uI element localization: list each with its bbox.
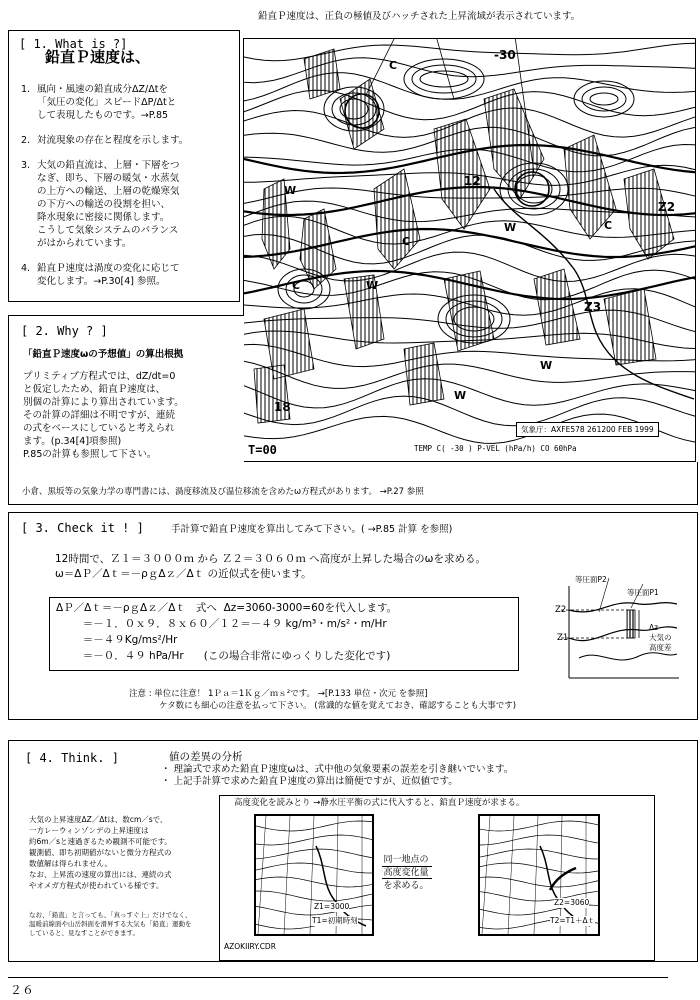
item-number: 3. xyxy=(21,160,31,171)
center-rule xyxy=(382,866,432,867)
height-change-figure xyxy=(219,795,655,961)
map-label: C xyxy=(604,219,613,232)
section-think-bullet-1: ・ 理論式で求めた鉛直Ｐ速度ωは、式中他の気象要素の誤差を引き継いでいます。 xyxy=(161,764,514,775)
think-left-line: 大気の上昇速度ΔZ／Δtは、数cm／sで、 xyxy=(29,815,168,824)
map-label: C xyxy=(292,279,301,292)
mini-contour xyxy=(256,891,372,901)
item-line: の上方への輸送、上層の乾燥寒気 xyxy=(37,186,180,197)
map-label: 18 xyxy=(274,400,291,414)
section-check-lead: 手計算で鉛直Ｐ速度を算出してみて下さい。( →P.85 計算 を参照) xyxy=(171,524,453,535)
contour-loop xyxy=(420,71,468,87)
mini-meridian xyxy=(482,816,490,934)
map1-label-z1: Z1=3000 xyxy=(314,902,350,911)
map-label: C xyxy=(389,59,398,72)
footer-rule xyxy=(8,977,668,978)
think-left-line: 一方レーウィンゾンデの上昇速度は xyxy=(29,826,149,835)
map-label: W xyxy=(284,184,297,197)
map1-label-time: T1=初期時刻 xyxy=(312,916,358,925)
formula-line: ΔＰ／Δｔ＝－ρｇΔｚ／Δｔ 式へ Δz=3060-3000=60を代入します。 xyxy=(56,602,398,614)
mini-meridian xyxy=(534,816,538,934)
mini-meridian xyxy=(508,816,514,934)
hatched-region xyxy=(404,343,444,405)
hatched-region xyxy=(604,289,656,365)
section-what-is-header: [ 1. What is ?] xyxy=(19,37,128,51)
item-line: 対流現象の存在と程度を示します。 xyxy=(37,135,189,146)
map-label: C xyxy=(402,235,411,248)
mini-contour xyxy=(480,821,598,831)
mini-contour xyxy=(256,835,372,845)
item-line: 風向・風速の鉛直成分ΔZ/Δtを xyxy=(37,84,168,95)
item-number: 2. xyxy=(21,135,31,146)
section-check-line2: ω＝ΔＰ／Δｔ＝－ρｇΔｚ／Δｔ の近似式を使います。 xyxy=(55,568,312,580)
why-line: P.85の計算も参照して下さい。 xyxy=(23,449,157,460)
why-line: ます。(p.34[4]項参照) xyxy=(23,436,122,447)
map-label: Z3 xyxy=(584,300,602,314)
why-line: その計算の詳細は不明ですが、連続 xyxy=(23,410,176,421)
map2-label-z2: Z2=3060 xyxy=(554,898,590,907)
why-line: の式をベースにしていると考えられ xyxy=(23,423,175,434)
item-line: なぎ、即ち、下層の暖気・水蒸気 xyxy=(37,173,180,184)
section-why-subtitle: 「鉛直Ｐ速度ωの予想値」の算出根拠 xyxy=(23,349,184,360)
item-line: の下方への輸送の役割を担い、 xyxy=(37,199,171,210)
diagram-label-p2: 等圧面P2 xyxy=(575,575,607,584)
section-think xyxy=(8,740,698,962)
formula-line: ＝－０．４９ hPa/Hr (この場合非常にゆっくりした変化です) xyxy=(56,650,391,662)
contour-loop xyxy=(590,93,618,105)
center-line: 高度変化量 xyxy=(383,868,429,878)
think-left-line: 数値解は得られません。 xyxy=(29,859,112,868)
formula-box xyxy=(49,597,519,671)
hatched-region xyxy=(340,79,384,149)
section-why xyxy=(8,315,244,481)
item-line: 大気の鉛直流は、上層・下層をつ xyxy=(37,160,180,171)
map-label: W xyxy=(504,221,517,234)
contour-loop xyxy=(412,65,476,93)
page-number: ２６ xyxy=(10,983,35,997)
section-what-is-title: 鉛直Ｐ速度は、 xyxy=(45,48,151,66)
section-check-note1: 注意 : 単位に注意！ 1Ｐａ＝1Ｋｇ／ｍｓ²です。 →[P.133 単位・次元 を参照] xyxy=(129,689,428,699)
figure-credit: AZOKIIRY.CDR xyxy=(224,942,276,951)
center-line: 同一地点の xyxy=(383,855,429,865)
mini-contour xyxy=(480,863,598,873)
section-why-header: [ 2. Why ? ] xyxy=(21,324,108,338)
item-line: 鉛直Ｐ速度は渦度の変化に応じて xyxy=(37,263,180,274)
diagram-label-z2: Z2 xyxy=(555,605,567,615)
item-line: して表現したものです。→P.85 xyxy=(37,110,169,121)
top-caption: 鉛直Ｐ速度は、正負の極値及びハッチされた上昇流域が表示されています。 xyxy=(258,11,581,22)
item-line: 「気圧の変化」スピードΔP/Δtと xyxy=(37,97,177,108)
item-number: 4. xyxy=(21,263,31,274)
section-think-title: 値の差異の分析 xyxy=(169,751,243,763)
section-check-header: [ 3. Check it ! ] xyxy=(21,521,144,535)
map-label: -30 xyxy=(494,48,516,62)
hatched-region xyxy=(254,365,290,423)
diagram-label-dz: Δz xyxy=(649,623,659,632)
hatched-region xyxy=(444,271,494,351)
center-rule-2 xyxy=(382,878,432,879)
mini-contour xyxy=(480,877,598,887)
map-label: W xyxy=(454,389,467,402)
mini-contour xyxy=(480,849,598,859)
think-left-note-line: 温暖前線面や山岳斜面を滑昇する大気も「鉛直」運動を xyxy=(29,920,192,928)
why-line: 別個の計算により算出されています。 xyxy=(23,397,184,408)
contour-loop xyxy=(574,81,634,117)
vertical-p-velocity-map xyxy=(243,38,696,462)
map-label: Z2 xyxy=(658,200,676,214)
section-why-footer-box xyxy=(8,462,698,505)
map2-label-time: T2=T1＋Δｔ xyxy=(550,916,596,925)
section-check-line1: 12時間で、Ｚ１＝３０００ｍ から Ｚ２＝３０６０ｍ へ高度が上昇した場合のωを求める。 xyxy=(55,553,486,565)
think-left-note-line: していると、見なすことができます。 xyxy=(29,929,139,937)
think-left-line: 約6m／sと速過ぎるため観測不可能です。 xyxy=(29,837,172,846)
map-label: W xyxy=(540,359,553,372)
item-number: 1. xyxy=(21,84,31,95)
mini-contour xyxy=(256,877,372,887)
formula-line: ＝－４９Kg/ms²/Hr xyxy=(56,634,178,646)
map-info-line: 気象庁：AXFE578 261200 FEB 1999 xyxy=(516,422,659,437)
mini-contour xyxy=(256,849,372,859)
map-time-label: T=00 xyxy=(248,443,277,457)
diagram-label-p1: 等圧面P1 xyxy=(627,588,659,597)
diagram-label-note2: 高度差 xyxy=(649,643,672,652)
map-later-time xyxy=(478,814,600,936)
diagram-label-z1: Z1 xyxy=(557,633,569,643)
section-check-note2: ケタ数にも細心の注意を払って下さい。 (常識的な値を覚えておき、確認することも大事です) xyxy=(159,701,517,711)
item-line: がはかられています。 xyxy=(37,238,132,249)
map-initial-time xyxy=(254,814,374,936)
section-think-bullet-2: ・ 上記手計算で求めた鉛直Ｐ速度の算出は簡便ですが、近似値です。 xyxy=(161,776,458,787)
contour-loop xyxy=(582,87,626,111)
center-line: を求める。 xyxy=(383,881,429,891)
mini-contour xyxy=(256,863,372,873)
section-what-is xyxy=(8,30,240,302)
item-line: 降水現象に密接に関係します。 xyxy=(37,212,170,223)
formula-line: ＝－１．０ｘ９．８ｘ６０／１２＝－４９ kg/m³・m/s²・m/Hr xyxy=(56,618,387,630)
map-label: W xyxy=(366,279,379,292)
think-left-line: やオメガ方程式が使われている様です。 xyxy=(29,881,164,890)
map-footer-line: TEMP C( -30 ) P-VEL (hPa/h) CO 60hPa xyxy=(414,444,577,453)
mini-contour xyxy=(480,835,598,845)
map-drawing xyxy=(244,39,696,462)
why-line: プリミティブ方程式では、dZ/dt=0 xyxy=(23,371,176,382)
hatched-region xyxy=(484,89,544,199)
think-left-line: なお、上昇流の速度の算出には、連続の式 xyxy=(29,870,172,879)
think-left-line: 観測値、即ち初期値がないと微分方程式の xyxy=(29,848,172,857)
section-think-header: [ 4. Think. ] xyxy=(25,751,119,765)
contour-line xyxy=(244,379,696,408)
diagram-label-note1: 大気の xyxy=(649,633,672,642)
item-line: 変化します。→P.30[4] 参照。 xyxy=(37,276,166,287)
think-left-note-line: なお、「鉛直」と言っても、「真っすぐ上」だけでなく、 xyxy=(29,911,192,919)
section-why-footnote: 小倉、黒坂等の気象力学の専門書には、渦度移流及び温位移流を含めたω方程式があります。 →P.27 参照 xyxy=(22,487,424,497)
mini-meridian xyxy=(284,816,290,934)
item-line: こうして気象システムのバランス xyxy=(37,225,179,236)
section-check-it xyxy=(8,512,698,720)
upward-flow-hatched-areas xyxy=(254,49,674,423)
figure-caption: 高度変化を読みとり →静水圧平衡の式に代入すると、鉛直Ｐ速度が求まる。 xyxy=(234,798,525,808)
mini-meridian xyxy=(258,816,266,934)
why-line: と仮定したため、鉛直Ｐ速度は、 xyxy=(23,384,166,395)
map-label: 12 xyxy=(464,174,481,188)
